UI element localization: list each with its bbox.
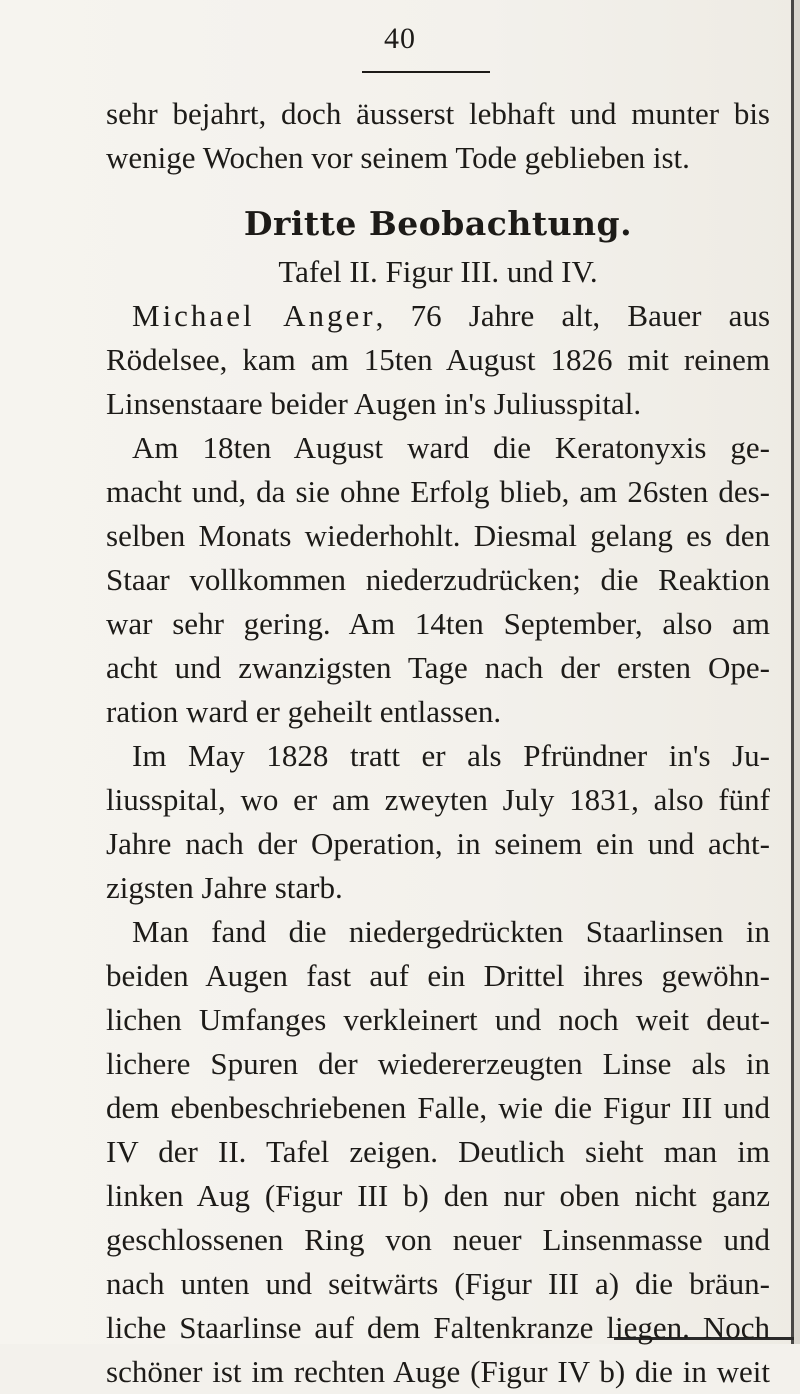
text-fragment: , 76 Jahre alt, Bauer aus <box>375 298 771 333</box>
text-line: lichere Spuren der wiedererzeugten Linse als in <box>106 1046 770 1081</box>
text-line: geschlossenen Ring von neuer Linsenmasse und <box>106 1222 770 1257</box>
section-subheading: Tafel II. Figur III. und IV. <box>278 254 598 289</box>
text-line: wenige Wochen vor seinem Tode geblieben ist. <box>106 140 690 175</box>
text-line: lichen Umfanges verkleinert und noch weit deut- <box>106 1002 770 1037</box>
text-line: Staar vollkommen niederzudrücken; die Reaktion <box>106 562 770 597</box>
text-line: acht und zwanzigsten Tage nach der ersten Ope- <box>106 650 770 685</box>
text-line: zigsten Jahre starb. <box>106 870 343 905</box>
text-line: Linsenstaare beider Augen in's Juliusspital. <box>106 386 642 421</box>
text-block <box>106 92 770 1394</box>
text-line: Rödelsee, kam am 15ten August 1826 mit reinem <box>106 342 770 377</box>
person-name: Michael Anger <box>132 298 376 333</box>
header-rule <box>362 71 490 73</box>
text-line: nach unten und seitwärts (Figur III a) die bräun- <box>106 1266 770 1301</box>
page-number: 40 <box>384 22 416 55</box>
text-line: Man fand die niedergedrückten Staarlinsen in <box>132 914 770 949</box>
text-line: schöner ist im rechten Auge (Figur IV b) die in weit <box>106 1354 770 1389</box>
text-line: dem ebenbeschriebenen Falle, wie die Figur III und <box>106 1090 770 1125</box>
text-line: macht und, da sie ohne Erfolg blieb, am 26sten des- <box>106 474 770 509</box>
text-line: linken Aug (Figur III b) den nur oben nicht ganz <box>106 1178 770 1213</box>
text-line: Jahre nach der Operation, in seinem ein und acht- <box>106 826 770 861</box>
text-line: IV der II. Tafel zeigen. Deutlich sieht man im <box>106 1134 770 1169</box>
text-line <box>106 294 770 338</box>
text-line: ration ward er geheilt entlassen. <box>106 694 502 729</box>
text-line: Im May 1828 tratt er als Pfründner in's Ju- <box>132 738 770 773</box>
text-line: liche Staarlinse auf dem Faltenkranze liegen. Noch <box>106 1310 770 1345</box>
text-line: selben Monats wiederhohlt. Diesmal gelang es den <box>106 518 770 553</box>
text-line: Am 18ten August ward die Keratonyxis ge- <box>132 430 770 465</box>
text-line: war sehr gering. Am 14ten September, also am <box>106 606 770 641</box>
text-line: sehr bejahrt, doch äusserst lebhaft und munter bis <box>106 96 770 131</box>
text-line: liusspital, wo er am zweyten July 1831, also fünf <box>106 782 770 817</box>
section-heading: Dritte Beobachtung. <box>243 204 633 243</box>
text-line: beiden Augen fast auf ein Drittel ihres gewöhn- <box>106 958 770 993</box>
page-edge-shadow <box>794 0 800 1344</box>
page-edge-line <box>791 0 794 1344</box>
